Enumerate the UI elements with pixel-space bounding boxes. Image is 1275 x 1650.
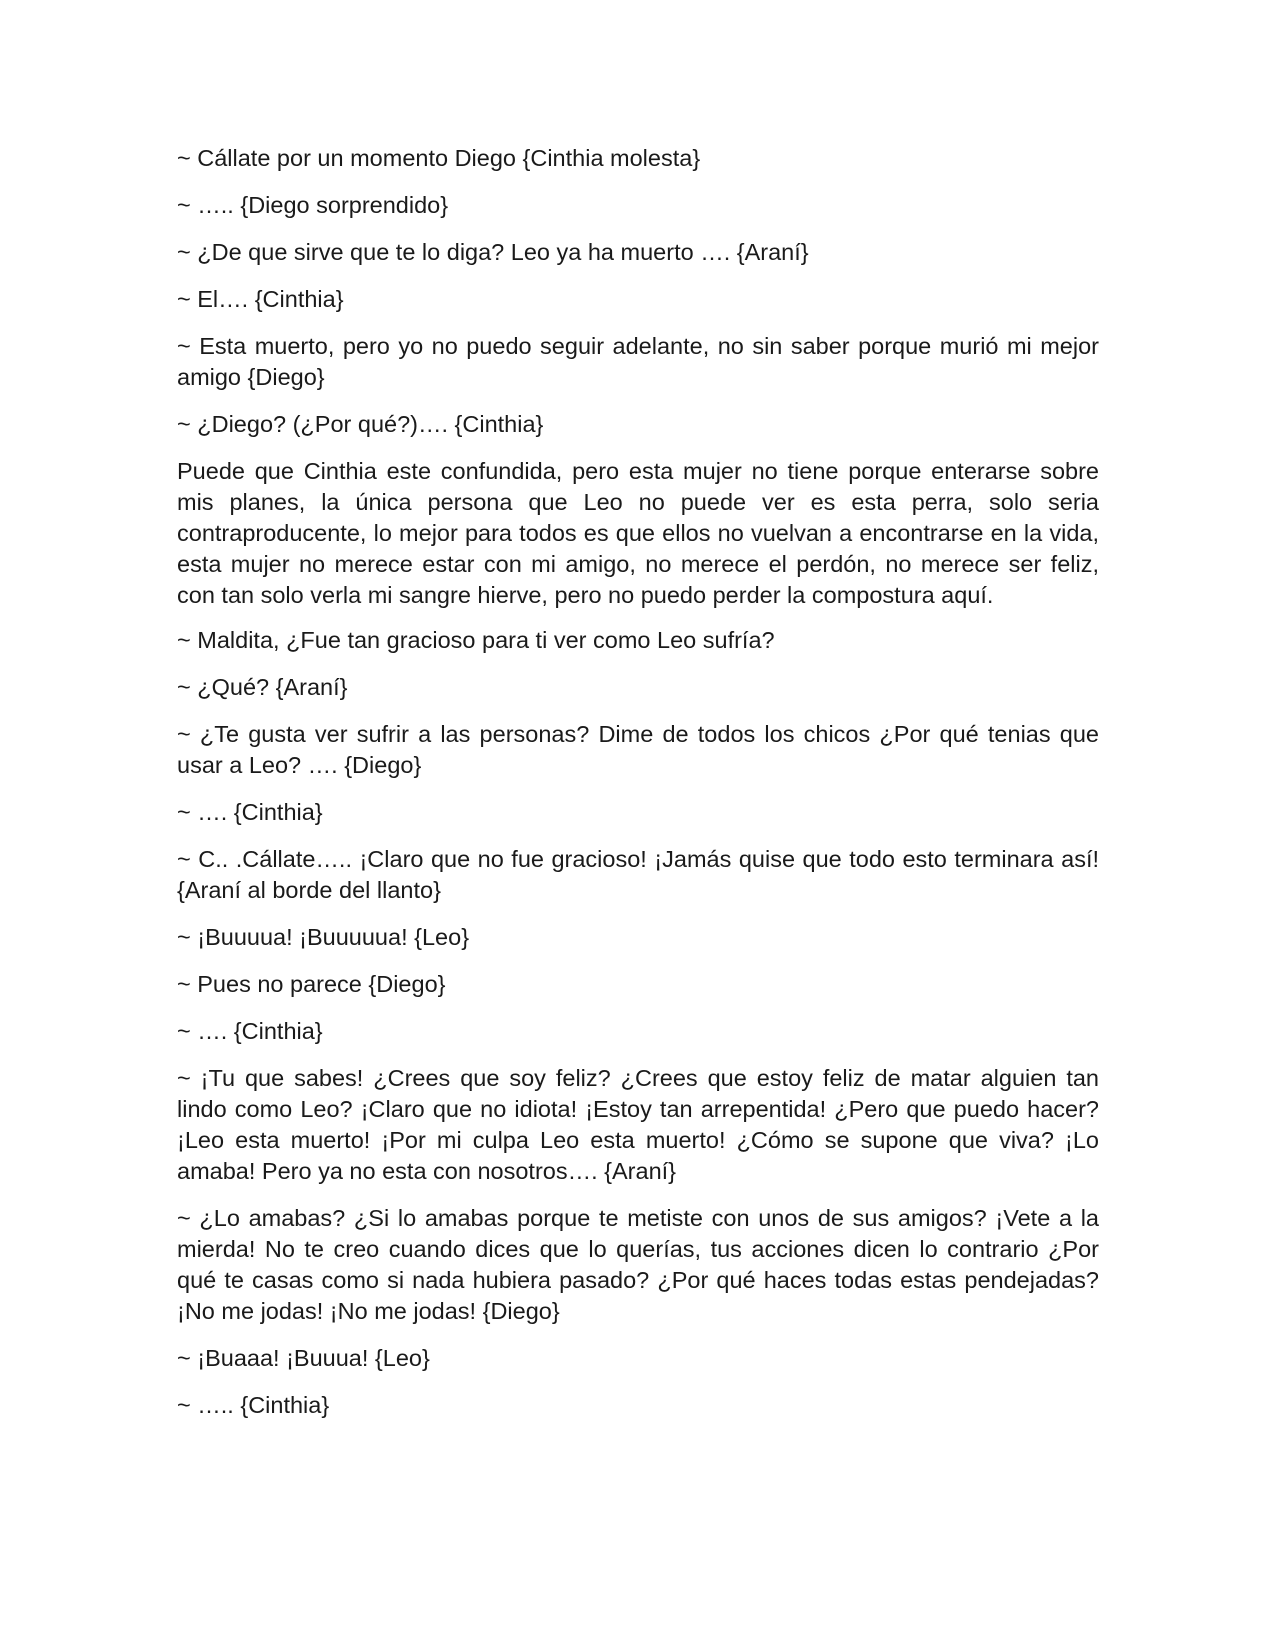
dialogue-line: ~ Esta muerto, pero yo no puedo seguir adelante, no sin saber porque murió mi mejor amigo {Diego}	[177, 333, 1099, 390]
dialogue-line: ~ …. {Cinthia}	[177, 1018, 323, 1044]
dialogue-line: ~ ¿Diego? (¿Por qué?)…. {Cinthia}	[177, 411, 544, 437]
dialogue-line: ~ ¡Buuuua! ¡Buuuuua! {Leo}	[177, 924, 470, 950]
dialogue-line: ~ El…. {Cinthia}	[177, 286, 344, 312]
dialogue-line: ~ ¿Qué? {Araní}	[177, 674, 348, 700]
dialogue-line: ~ Maldita, ¿Fue tan gracioso para ti ver como Leo sufría?	[177, 627, 775, 653]
dialogue-line: ~ ¿Te gusta ver sufrir a las personas? Dime de todos los chicos ¿Por qué tenias que usar a Leo? …. {Diego}	[177, 721, 1099, 778]
dialogue-line: ~ Cállate por un momento Diego {Cinthia molesta}	[177, 145, 701, 171]
dialogue-line: ~ …. {Cinthia}	[177, 799, 323, 825]
narrative-paragraph: Puede que Cinthia este confundida, pero esta mujer no tiene porque enterarse sobre mis planes, la única persona que Leo no puede ver es esta perra, solo seria contraproducente, lo mejor para todos es que ellos no vuelvan a encontrarse en la vida, esta mujer no merece estar con mi amigo, no merece el perdón, no merece ser feliz, con tan solo verla mi sangre hierve, pero no puedo perder la compostura aquí.	[177, 458, 1099, 608]
dialogue-line: ~ ¡Tu que sabes! ¿Crees que soy feliz? ¿Crees que estoy feliz de matar alguien tan lindo como Leo? ¡Claro que no idiota! ¡Estoy tan arrepentida! ¿Pero que puedo hacer? ¡Leo esta muerto! ¡Por mi culpa Leo esta muerto! ¿Cómo se supone que viva? ¡Lo amaba! Pero ya no esta con nosotros…. {Araní}	[177, 1065, 1099, 1184]
dialogue-line: ~ ¿De que sirve que te lo diga? Leo ya ha muerto …. {Araní}	[177, 239, 809, 265]
dialogue-line: ~ ¡Buaaa! ¡Buuua! {Leo}	[177, 1345, 430, 1371]
dialogue-line: ~ ….. {Cinthia}	[177, 1392, 330, 1418]
dialogue-line: ~ ¿Lo amabas? ¿Si lo amabas porque te metiste con unos de sus amigos? ¡Vete a la mierda! No te creo cuando dices que lo querías, tus acciones dicen lo contrario ¿Por qué te casas como si nada hubiera pasado? ¿Por qué haces todas estas pendejadas? ¡No me jodas! ¡No me jodas! {Diego}	[177, 1205, 1099, 1324]
dialogue-line: ~ Pues no parece {Diego}	[177, 971, 446, 997]
dialogue-line: ~ ….. {Diego sorprendido}	[177, 192, 449, 218]
document-body	[177, 143, 1099, 1437]
dialogue-line: ~ C.. .Cállate….. ¡Claro que no fue gracioso! ¡Jamás quise que todo esto terminara así! {Araní al borde del llanto}	[177, 846, 1099, 903]
